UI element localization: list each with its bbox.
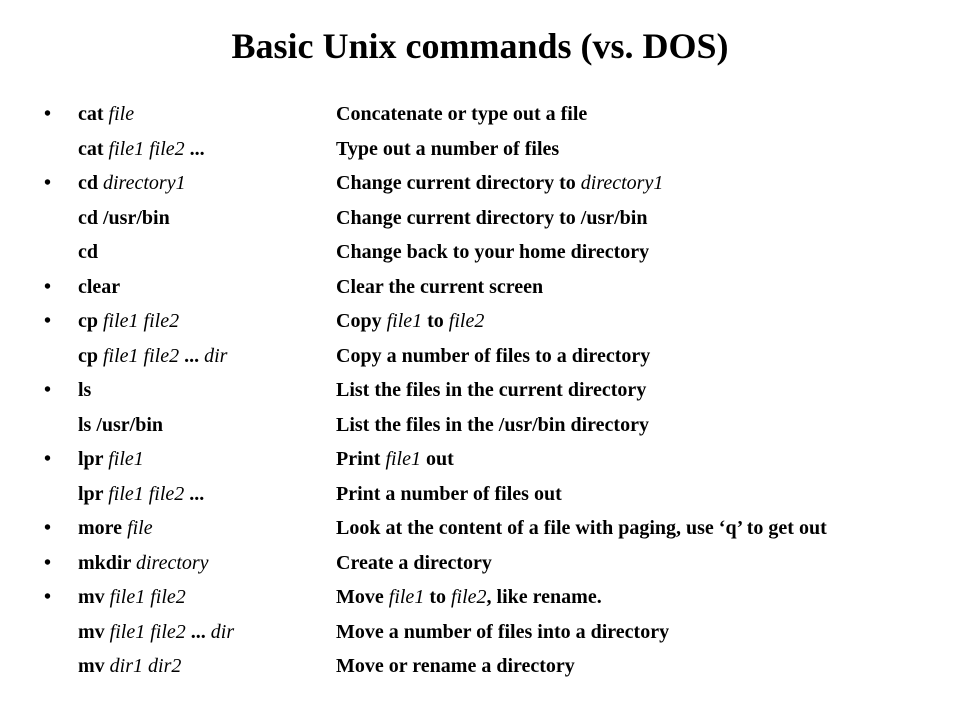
- command-row: [0, 270, 960, 305]
- command-syntax: [78, 580, 186, 615]
- command-description: [336, 373, 646, 408]
- command-description: [336, 649, 575, 684]
- bullet-icon: •: [44, 448, 52, 470]
- command-argument: directory1: [103, 172, 186, 194]
- bullet-icon: •: [44, 379, 52, 401]
- command-description: [336, 339, 650, 374]
- description-argument: file1: [388, 586, 425, 608]
- command-keyword: ...: [184, 137, 205, 160]
- command-syntax: [78, 511, 153, 546]
- command-syntax: [78, 235, 98, 270]
- command-description: [336, 477, 562, 512]
- bullet-icon: •: [44, 551, 52, 574]
- command-keyword: mv: [78, 655, 110, 677]
- description-text: Concatenate or type out a file: [336, 103, 588, 125]
- bullet-icon: •: [44, 586, 52, 608]
- bullet-icon: •: [44, 310, 52, 332]
- command-syntax: [78, 97, 134, 132]
- description-text: , like rename.: [486, 586, 602, 608]
- command-list: [0, 97, 960, 684]
- command-keyword: cd: [78, 172, 103, 194]
- command-row: [0, 97, 960, 132]
- command-keyword: ...: [185, 620, 211, 643]
- command-keyword: cd: [78, 241, 98, 263]
- command-row: [0, 373, 960, 408]
- command-keyword: ls /usr/bin: [78, 413, 164, 436]
- command-row: [0, 408, 960, 443]
- command-argument: dir: [204, 344, 228, 367]
- description-text: Copy a number of files to a directory: [336, 344, 651, 367]
- command-row: [0, 339, 960, 374]
- description-text: to: [424, 586, 451, 608]
- description-text: Move: [336, 586, 389, 608]
- description-text: Print a number of files out: [336, 482, 562, 505]
- command-keyword: mv: [78, 586, 110, 608]
- command-syntax: [78, 270, 120, 305]
- command-argument: directory: [135, 551, 209, 574]
- command-row: [0, 615, 960, 650]
- command-keyword: mkdir: [78, 551, 136, 574]
- command-description: [336, 511, 827, 546]
- command-syntax: [78, 442, 144, 477]
- command-syntax: [78, 166, 186, 201]
- description-text: Copy: [336, 310, 387, 332]
- command-argument: file: [127, 517, 153, 539]
- description-text: Look at the content of a file with paging, use ‘q’ to get out: [336, 517, 827, 539]
- command-row: [0, 477, 960, 512]
- command-keyword: more: [78, 517, 128, 539]
- command-description: [336, 97, 587, 132]
- command-argument: file1 file2: [109, 586, 186, 608]
- bullet-icon: •: [44, 275, 52, 298]
- command-argument: dir1 dir2: [109, 655, 182, 677]
- command-argument: file1 file2: [108, 137, 185, 160]
- command-argument: file: [108, 103, 135, 125]
- command-argument: file1 file2: [103, 344, 180, 367]
- command-keyword: cp: [78, 344, 103, 367]
- command-syntax: [78, 201, 170, 236]
- command-row: [0, 304, 960, 339]
- command-syntax: [78, 615, 234, 650]
- command-row: [0, 235, 960, 270]
- slide-title: Basic Unix commands (vs. DOS): [231, 26, 729, 66]
- command-row: [0, 511, 960, 546]
- description-text: Create a directory: [336, 551, 492, 574]
- command-description: [336, 132, 559, 167]
- description-text: Move a number of files into a directory: [336, 620, 670, 643]
- description-text: Change current directory to: [336, 172, 581, 194]
- description-text: List the files in the current directory: [336, 379, 647, 401]
- command-argument: dir: [210, 620, 235, 643]
- description-text: List the files in the /usr/bin directory: [336, 413, 649, 436]
- bullet-icon: •: [44, 172, 52, 194]
- command-description: [336, 615, 669, 650]
- description-text: Move or rename a directory: [336, 655, 575, 677]
- command-row: [0, 132, 960, 167]
- command-syntax: [78, 304, 179, 339]
- command-syntax: [78, 546, 209, 581]
- description-argument: file2: [450, 586, 487, 608]
- command-keyword: mv: [78, 620, 110, 643]
- bullet-icon: •: [44, 517, 52, 539]
- description-text: Print: [336, 448, 386, 470]
- command-syntax: [78, 373, 91, 408]
- command-keyword: cd /usr/bin: [78, 206, 170, 229]
- command-row: [0, 166, 960, 201]
- command-row: [0, 580, 960, 615]
- command-keyword: lpr: [78, 482, 109, 505]
- command-syntax: [78, 477, 204, 512]
- command-keyword: cp: [78, 310, 103, 332]
- bullet-icon: •: [44, 103, 52, 125]
- command-row: [0, 201, 960, 236]
- command-description: [336, 442, 454, 477]
- command-keyword: ls: [78, 379, 92, 401]
- description-argument: directory1: [580, 172, 664, 194]
- command-description: [336, 166, 663, 201]
- command-row: [0, 649, 960, 684]
- command-description: [336, 304, 484, 339]
- command-argument: file1 file2: [103, 310, 180, 332]
- command-row: [0, 546, 960, 581]
- description-argument: file1: [385, 448, 421, 470]
- command-keyword: ...: [179, 344, 205, 367]
- command-keyword: cat: [78, 137, 109, 160]
- command-description: [336, 235, 649, 270]
- description-argument: file2: [448, 310, 485, 332]
- command-row: [0, 442, 960, 477]
- command-keyword: lpr: [78, 448, 109, 470]
- command-argument: file1 file2: [109, 620, 186, 643]
- description-text: Change current directory to /usr/bin: [336, 206, 648, 229]
- command-syntax: [78, 339, 227, 374]
- description-argument: file1: [386, 310, 423, 332]
- command-argument: file1 file2: [108, 482, 185, 505]
- description-text: out: [420, 448, 454, 470]
- command-description: [336, 546, 492, 581]
- command-keyword: ...: [184, 482, 205, 505]
- command-description: [336, 270, 543, 305]
- command-syntax: [78, 132, 205, 167]
- command-argument: file1: [108, 448, 144, 470]
- command-syntax: [78, 408, 163, 443]
- description-text: Clear the current screen: [336, 275, 544, 298]
- description-text: Type out a number of files: [336, 137, 560, 160]
- command-description: [336, 580, 602, 615]
- command-keyword: clear: [78, 275, 121, 298]
- command-keyword: cat: [78, 103, 109, 125]
- description-text: to: [422, 310, 449, 332]
- command-description: [336, 201, 647, 236]
- description-text: Change back to your home directory: [336, 241, 650, 263]
- command-description: [336, 408, 649, 443]
- command-syntax: [78, 649, 181, 684]
